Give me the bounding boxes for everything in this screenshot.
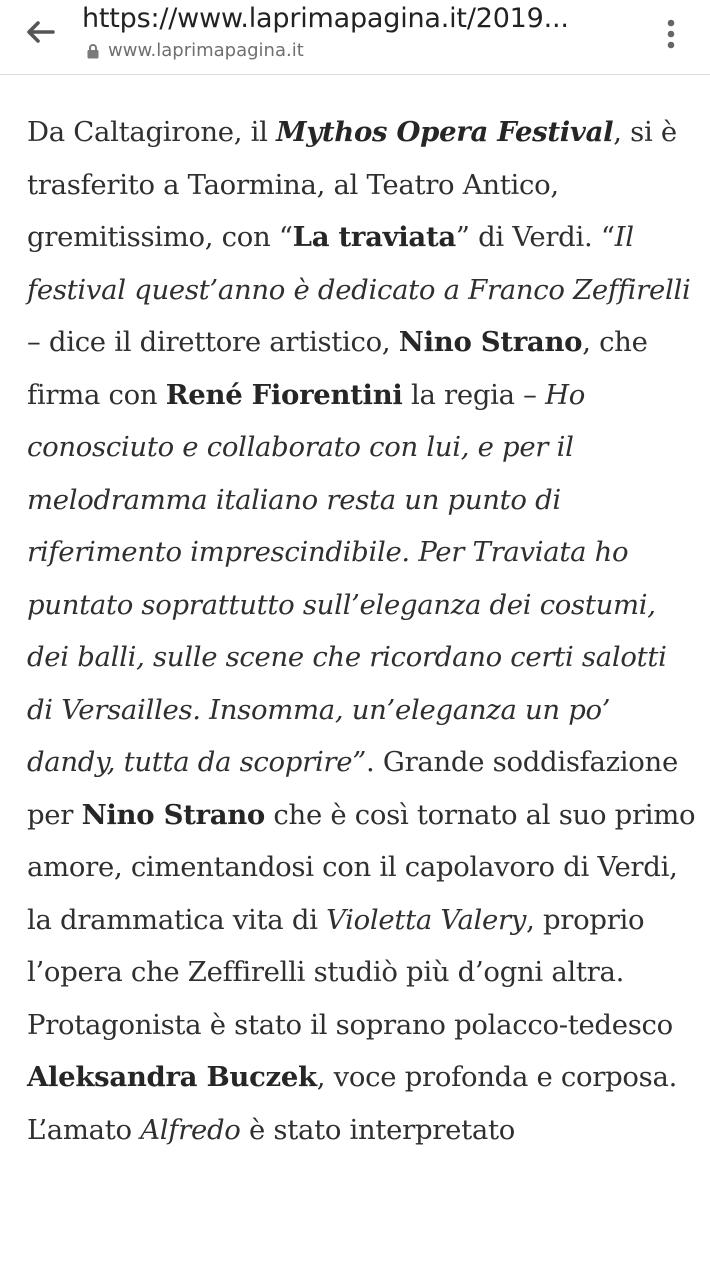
article-text-segment: è stato interpretato (240, 1113, 515, 1146)
article-paragraph (27, 106, 697, 1156)
article-text-segment: Alfredo (140, 1113, 241, 1146)
article-text-segment: , proprio l’opera che Zeffirelli studiò più d’ogni altra. Protagonista è stato il soprano polacco-tedesco (27, 903, 673, 1041)
article-text-segment: Da Caltagirone, il (27, 116, 277, 148)
article-emphasis (399, 326, 582, 358)
article-emphasis (276, 116, 613, 148)
article-text-segment: , si è trasferito a Taormina, al Teatro Antico, gremitissimo, con “ (27, 116, 677, 253)
article-emphasis (166, 379, 403, 411)
browser-toolbar (0, 0, 710, 75)
article-text-segment: ” di Verdi. “ (455, 221, 615, 253)
article-text-segment: Aleksandra Buczek (27, 1061, 317, 1093)
page-url: https://www.laprimapagina.it/2019... (82, 3, 569, 34)
article-emphasis (293, 221, 456, 253)
article-text-segment: Violetta Valery (326, 903, 527, 936)
url-domain-row (82, 40, 642, 61)
article-text-segment: Nino Strano (398, 326, 583, 358)
article-text-segment: , che firma con (27, 326, 648, 411)
article-emphasis (27, 379, 667, 779)
article-emphasis (82, 799, 265, 831)
back-button[interactable] (14, 10, 66, 54)
article-emphasis (326, 904, 526, 936)
article-text-segment: Il festival quest’anno è dedicato a Franco Zeffirelli (27, 221, 691, 306)
article-emphasis (140, 1114, 240, 1146)
lock-icon (85, 43, 101, 59)
more-vert-icon (666, 18, 676, 50)
address-bar[interactable] (82, 2, 642, 61)
article-text-segment: la regia – (402, 378, 546, 411)
article-text-segment: che è così tornato al suo primo amore, cimentandosi con il capolavoro di Verdi, la drammatica vita di (27, 798, 696, 936)
article-text-segment: Ho conosciuto e collaborato con lui, e per il melodramma italiano resta un punto di riferimento imprescindibile. Per Traviata ho puntato soprattutto sull’eleganza dei costumi, dei balli, sulle scene che ricordano certi salotti di Versailles. Insomma, un’eleganza un po’ dandy, tutta da scoprire” (27, 378, 667, 778)
article-text-segment: La traviata (292, 221, 456, 253)
article-text-segment: , voce profonda e corposa. L’amato (27, 1061, 678, 1146)
article-emphasis (27, 1061, 317, 1093)
article-text-segment: – dice il direttore artistico, (27, 326, 399, 358)
article-text-segment: René Fiorentini (165, 378, 403, 411)
arrow-left-icon (25, 20, 55, 44)
article-text-segment: Mythos Opera Festival (276, 116, 614, 148)
more-options-button[interactable] (656, 14, 686, 54)
article-text-segment: . Grande soddisfazione per (27, 746, 678, 831)
site-domain: www.laprimapagina.it (108, 40, 304, 61)
article-text-segment: Nino Strano (81, 798, 265, 831)
